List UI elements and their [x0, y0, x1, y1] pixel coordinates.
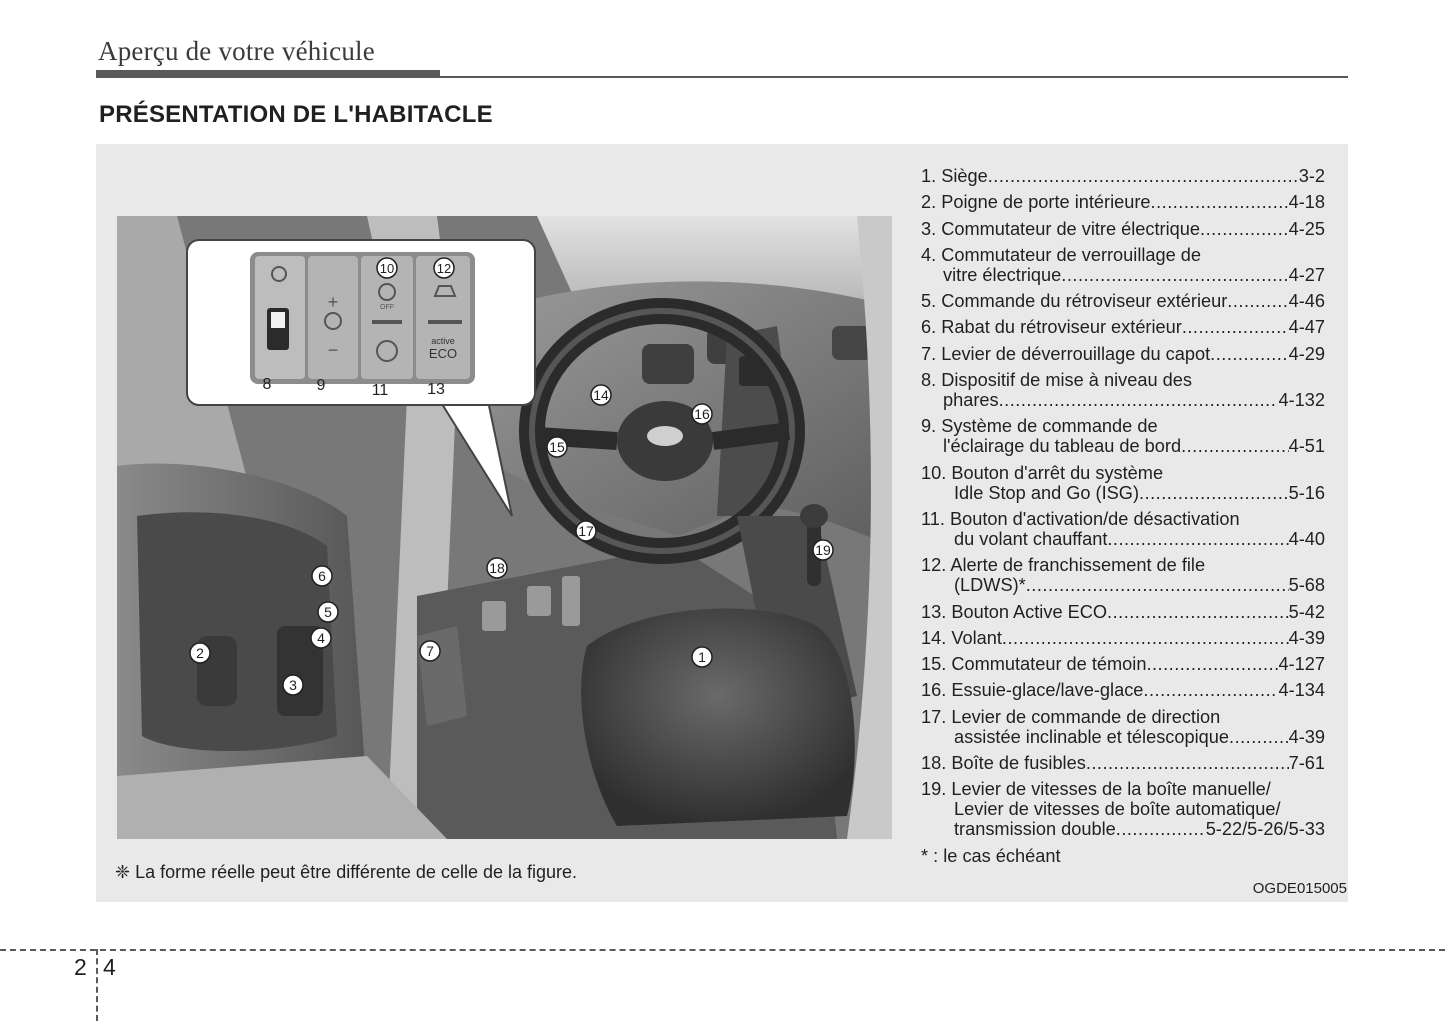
legend-text: du volant chauffant — [954, 528, 1108, 549]
eco-label: ECO — [428, 346, 458, 361]
legend-text: 17. Levier de commande de direction — [921, 706, 1221, 727]
leader-dots — [1143, 680, 1278, 700]
legend-page-ref: 5-42 — [1288, 601, 1325, 622]
legend-page-ref: 5-68 — [1288, 575, 1325, 596]
legend-line — [921, 463, 1325, 483]
legend-line — [921, 575, 1325, 595]
legend-page-ref: 4-39 — [1288, 627, 1325, 648]
legend-page-ref: 4-127 — [1278, 654, 1325, 675]
legend-line — [921, 192, 1325, 212]
legend-text: phares — [943, 390, 999, 411]
legend-item — [921, 370, 1325, 410]
callout-15: 15 — [549, 439, 565, 455]
legend-text: 15. Commutateur de témoin — [921, 654, 1147, 675]
legend-line — [921, 436, 1325, 456]
figure-note: ❈ La forme réelle peut être différente de celle de la figure. — [115, 862, 578, 882]
legend-item — [921, 602, 1325, 622]
legend-page-ref: 4-132 — [1278, 390, 1325, 411]
legend-footnote: * : le cas échéant — [921, 845, 1061, 866]
legend-line — [921, 483, 1325, 503]
legend-page-ref: 4-46 — [1288, 291, 1325, 312]
callout-3: 3 — [289, 677, 297, 693]
legend-line — [921, 555, 1325, 575]
leader-dots — [988, 166, 1299, 186]
legend-line — [921, 166, 1325, 186]
legend-text: Idle Stop and Go (ISG) — [954, 482, 1140, 503]
legend-line — [921, 727, 1325, 747]
legend-text: 2. Poigne de porte intérieure — [921, 192, 1151, 213]
legend-text: assistée inclinable et télescopique — [954, 726, 1230, 747]
legend-page-ref: 4-27 — [1288, 264, 1325, 285]
leader-dots — [1200, 219, 1289, 239]
callout-16: 16 — [694, 406, 710, 422]
section-title: Aperçu de votre véhicule — [98, 36, 375, 66]
interior-illustration — [117, 216, 892, 839]
legend-line — [921, 317, 1325, 337]
legend-item — [921, 509, 1325, 549]
legend-line — [921, 219, 1325, 239]
legend-line — [921, 602, 1325, 622]
page-heading: PRÉSENTATION DE L'HABITACLE — [99, 101, 493, 128]
callout-7: 7 — [426, 643, 434, 659]
legend-page-ref: 7-61 — [1288, 753, 1325, 774]
active-label: active — [431, 336, 455, 346]
leader-dots — [1146, 654, 1278, 674]
legend-page-ref: 4-39 — [1288, 726, 1325, 747]
legend-item — [921, 555, 1325, 595]
legend-item — [921, 245, 1325, 285]
legend-text: transmission double — [954, 819, 1116, 840]
header-rule-thick — [96, 70, 440, 78]
legend-text: 6. Rabat du rétroviseur extérieur — [921, 317, 1182, 338]
legend-line — [921, 819, 1325, 839]
callout-4: 4 — [317, 630, 325, 646]
callout-8: 8 — [262, 376, 272, 393]
footer-dashed-divider — [96, 949, 98, 1021]
legend-item — [921, 416, 1325, 456]
legend-line — [921, 779, 1325, 799]
leader-dots — [1026, 575, 1289, 595]
legend-line — [921, 799, 1325, 819]
leader-dots — [1227, 291, 1288, 311]
legend-text: l'éclairage du tableau de bord — [943, 436, 1182, 457]
legend-text: (LDWS)* — [954, 575, 1026, 596]
dimmer-minus-label: − — [327, 340, 339, 360]
legend-line — [921, 707, 1325, 727]
legend-item — [921, 192, 1325, 212]
legend-text: 19. Levier de vitesses de la boîte manuelle/ — [921, 779, 1271, 800]
legend-item — [921, 166, 1325, 186]
callout-9: 9 — [316, 377, 326, 394]
callout-14: 14 — [593, 387, 609, 403]
legend-page-ref: 4-47 — [1288, 317, 1325, 338]
leader-dots — [999, 390, 1279, 410]
legend-item — [921, 219, 1325, 239]
legend-page-ref: 4-51 — [1288, 436, 1325, 457]
leader-dots — [1229, 727, 1289, 747]
leader-dots — [1002, 628, 1289, 648]
legend-text: 14. Volant — [921, 627, 1002, 648]
callout-6: 6 — [318, 568, 326, 584]
legend-item — [921, 291, 1325, 311]
legend-page-ref: 5-22/5-26/5-33 — [1205, 819, 1325, 840]
callout-1: 1 — [698, 649, 706, 665]
leader-dots — [1181, 436, 1289, 456]
footer-dashed-rule — [0, 949, 1445, 951]
leader-dots — [1182, 317, 1289, 337]
leader-dots — [1061, 265, 1288, 285]
legend-line — [921, 628, 1325, 648]
legend-item — [921, 628, 1325, 648]
legend-text: 3. Commutateur de vitre électrique — [921, 218, 1201, 239]
legend-list — [921, 166, 1325, 866]
callout-12: 12 — [436, 261, 452, 276]
leader-dots — [1139, 483, 1289, 503]
legend-page-ref: 4-40 — [1288, 528, 1325, 549]
legend-text: 10. Bouton d'arrêt du système — [921, 462, 1164, 483]
legend-line — [921, 390, 1325, 410]
figure-code: OGDE015005 — [1252, 880, 1347, 897]
legend-text: 13. Bouton Active ECO — [921, 601, 1108, 622]
leader-dots — [1210, 344, 1288, 364]
legend-line — [921, 509, 1325, 529]
dimmer-plus-label: + — [327, 292, 339, 312]
legend-line — [921, 370, 1325, 390]
legend-text: 16. Essuie-glace/lave-glace — [921, 680, 1144, 701]
interior-drawing — [117, 216, 892, 839]
legend-line — [921, 680, 1325, 700]
callout-18: 18 — [489, 560, 505, 576]
legend-page-ref: 3-2 — [1298, 166, 1325, 186]
legend-line — [921, 416, 1325, 436]
legend-text: 8. Dispositif de mise à niveau des — [921, 370, 1192, 391]
legend-line — [921, 245, 1325, 265]
legend-line — [921, 291, 1325, 311]
legend-text: 11. Bouton d'activation/de désactivation — [921, 508, 1240, 529]
callout-2: 2 — [196, 645, 204, 661]
legend-page-ref: 4-29 — [1288, 343, 1325, 364]
callout-11: 11 — [371, 382, 389, 399]
isg-off-label: OFF — [380, 304, 394, 311]
legend-item — [921, 463, 1325, 503]
legend-text: 7. Levier de déverrouillage du capot — [921, 343, 1211, 364]
legend-line — [921, 529, 1325, 549]
legend-text: 4. Commutateur de verrouillage de — [921, 244, 1202, 265]
legend-item — [921, 779, 1325, 839]
leader-dots — [1116, 819, 1206, 839]
leader-dots — [1086, 753, 1289, 773]
legend-page-ref: 4-134 — [1278, 680, 1325, 701]
callout-10: 10 — [379, 261, 395, 276]
callout-13: 13 — [427, 381, 445, 398]
legend-text: 1. Siège — [921, 166, 988, 186]
legend-line — [921, 753, 1325, 773]
page-number: 4 — [103, 954, 116, 980]
legend-item — [921, 753, 1325, 773]
legend-line — [921, 654, 1325, 674]
leader-dots — [1107, 602, 1289, 622]
legend-item — [921, 680, 1325, 700]
legend-text: vitre électrique — [943, 264, 1062, 285]
legend-text: 12. Alerte de franchissement de file — [921, 555, 1206, 576]
chapter-number: 2 — [74, 954, 87, 980]
legend-text: Levier de vitesses de boîte automatique/ — [954, 799, 1281, 820]
callout-5: 5 — [324, 604, 332, 620]
legend-page-ref: 5-16 — [1288, 482, 1325, 503]
callout-17: 17 — [578, 523, 594, 539]
legend-page-ref: 4-18 — [1288, 192, 1325, 213]
legend-line — [921, 344, 1325, 364]
legend-text: 5. Commande du rétroviseur extérieur — [921, 291, 1228, 312]
legend-page-ref: 4-25 — [1288, 218, 1325, 239]
legend-text: 18. Boîte de fusibles — [921, 753, 1086, 774]
leader-dots — [1151, 192, 1289, 212]
legend-item — [921, 707, 1325, 747]
callout-19: 19 — [815, 542, 831, 558]
header-rule-thin — [440, 76, 1348, 78]
legend-item — [921, 344, 1325, 364]
legend-item — [921, 317, 1325, 337]
legend-item — [921, 654, 1325, 674]
legend-text: 9. Système de commande de — [921, 416, 1158, 437]
legend-line — [921, 265, 1325, 285]
leader-dots — [1107, 529, 1288, 549]
